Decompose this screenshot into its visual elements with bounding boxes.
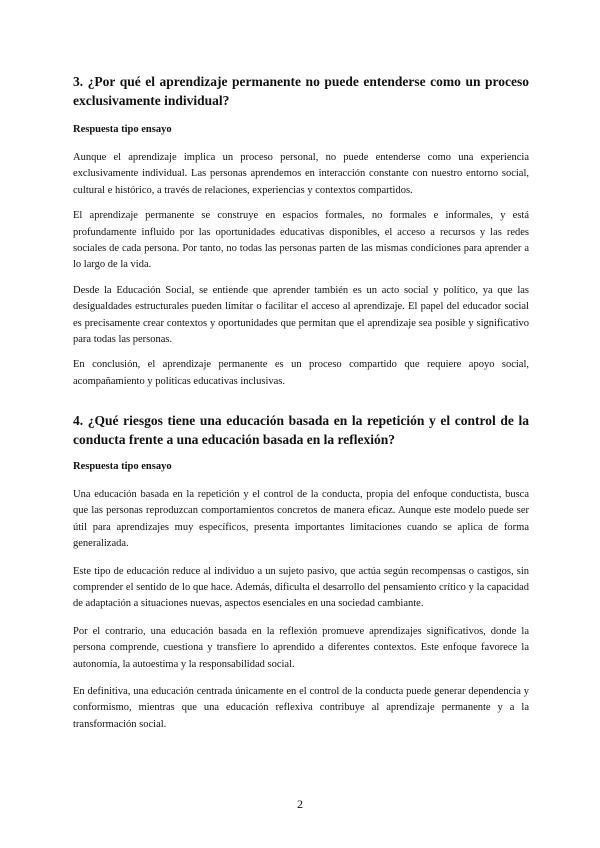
page-number: 2	[297, 797, 303, 811]
question-heading: 4. ¿Qué riesgos tiene una educación basada en la repetición y el control de la conducta frente a una educación basada en la reflexión?	[73, 413, 529, 447]
paragraph: Aunque el aprendizaje implica un proceso personal, no puede entenderse como una experiencia exclusivamente individual. Las personas aprendemos en interacción constante con nuestro entorno social, cultural e histórico, a través de relaciones, experiencias y contextos compartidos.	[73, 152, 529, 196]
paragraph: Una educación basada en la repetición y el control de la conducta, propia del enfoque conductista, busca que las personas reproduzcan comportamientos concretos de manera eficaz. Aunque este modelo puede ser útil para aprendizajes muy específicos, presenta importantes limitaciones cuando se aplica de forma generalizada.	[73, 489, 529, 550]
answer-type-label: Respuesta tipo ensayo	[73, 461, 172, 472]
paragraph: Este tipo de educación reduce al individuo a un sujeto pasivo, que actúa según recompensas o castigos, sin comprender el sentido de lo que hace. Además, dificulta el desarrollo del pensamiento crítico y la capacidad de adaptación a situaciones nuevas, aspectos esenciales en una sociedad cambiante.	[73, 565, 529, 610]
paragraph: Desde la Educación Social, se entiende que aprender también es un acto social y político, ya que las desigualdades estructurales pueden limitar o facilitar el acceso al aprendizaje. El papel del educador social es precisamente crear contextos y oportunidades que permitan que el aprendizaje sea posible y significativo para todas las personas.	[73, 284, 529, 346]
answer-type-label: Respuesta tipo ensayo	[73, 124, 172, 135]
paragraph: El aprendizaje permanente se construye en espacios formales, no formales e informales, y está profundamente influido por las oportunidades educativas disponibles, el acceso a recursos y las redes sociales de cada persona. Por tanto, no todas las personas parten de las mismas condiciones para aprender a lo largo de la vida.	[73, 210, 529, 271]
question-heading: 3. ¿Por qué el aprendizaje permanente no puede entenderse como un proceso exclusivamente individual?	[73, 74, 529, 108]
paragraph: En conclusión, el aprendizaje permanente es un proceso compartido que requiere apoyo social, acompañamiento y políticas educativas inclusivas.	[73, 359, 529, 387]
paragraph: En definitiva, una educación centrada únicamente en el control de la conducta puede generar dependencia y conformismo, mientras que una educación reflexiva contribuye al aprendizaje permanente y a la transformación social.	[73, 686, 529, 730]
question-section-4	[73, 411, 529, 733]
question-section-3	[73, 72, 529, 390]
paragraph: Por el contrario, una educación basada en la reflexión promueve aprendizajes significativos, donde la persona comprende, cuestiona y transfiere lo aprendido a diferentes contextos. Este enfoque favorece la autonomía, la autoestima y la responsabilidad social.	[73, 625, 529, 670]
